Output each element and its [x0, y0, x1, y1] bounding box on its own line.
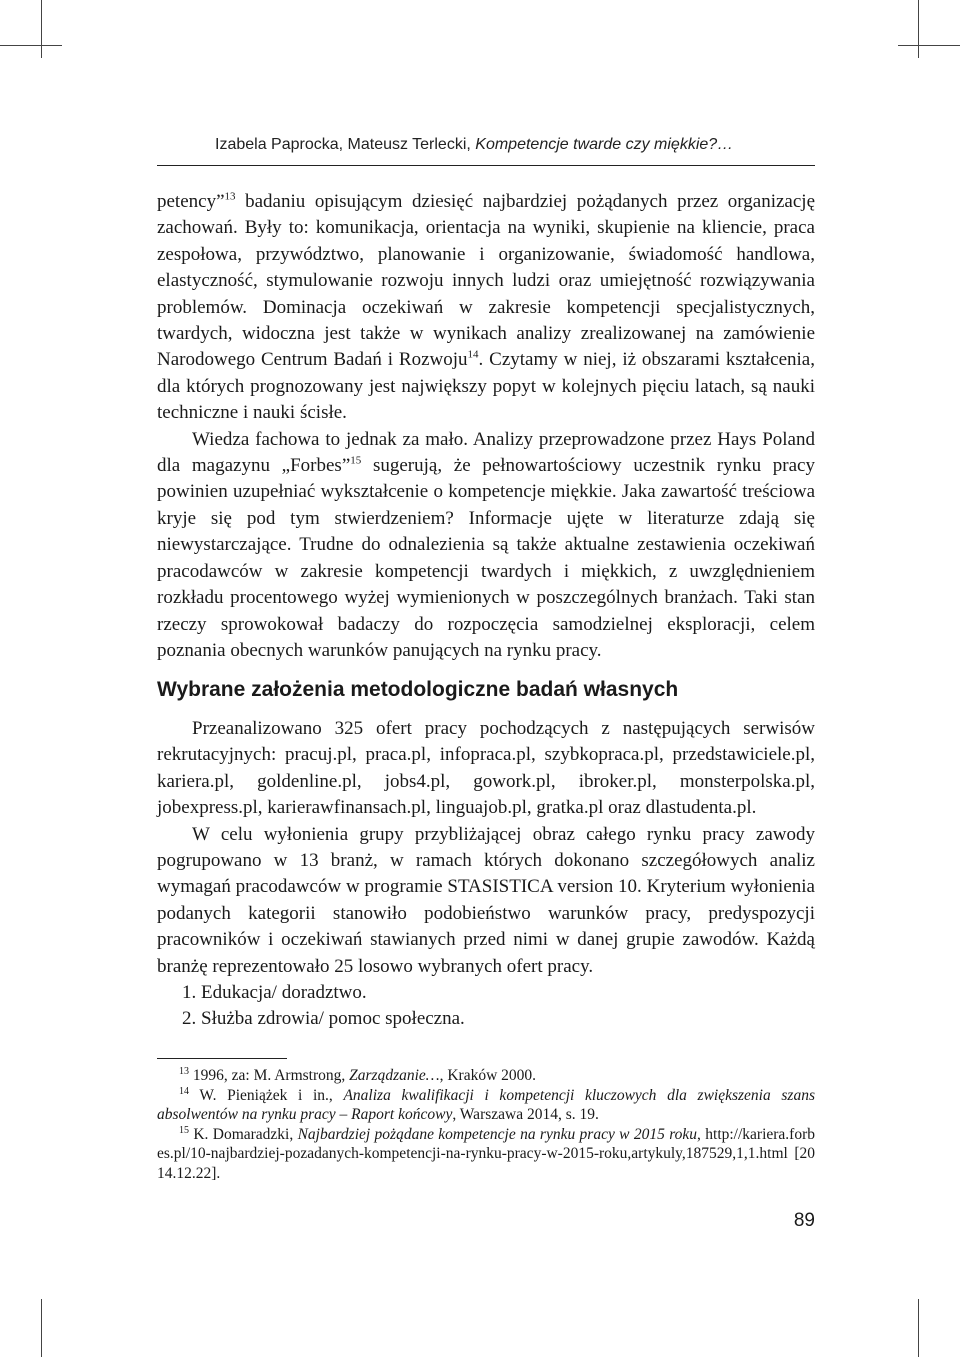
footnote-ref: 15: [350, 454, 362, 467]
section-body: [157, 716, 815, 1033]
body-text: [157, 189, 815, 664]
list-item: 1. Edukacja/ doradztwo.: [182, 982, 367, 1004]
list-item: 2. Służba zdrowia/ pomoc społeczna.: [182, 1008, 465, 1030]
text-run: , Kraków 2000.: [439, 1067, 537, 1084]
paragraph: [157, 189, 815, 427]
text-run: . Czytamy w niej, iż obszarami kształcenia, dla których prognozowany jest największy popyt w kolejnych pięciu latach, są nauki techniczne i nauki ścisłe.: [157, 349, 815, 424]
text-run: Zarządzanie…: [349, 1067, 440, 1084]
footnote-number: 15: [179, 1124, 189, 1136]
crop-mark: [918, 0, 919, 58]
text-run: Analiza kwalifikacji i kompetencji kluczowych dla zwiększenia szans absolwentów na rynku pracy – Raport końcowy: [157, 1086, 815, 1123]
running-head-authors: Izabela Paprocka, Mateusz Terlecki,: [215, 136, 476, 153]
footnote-ref: 13: [224, 190, 236, 203]
text-run: , Warszawa 2014, s. 19.: [452, 1106, 599, 1123]
crop-mark: [41, 0, 42, 58]
footnote-rule: [157, 1058, 287, 1059]
crop-mark: [918, 1299, 919, 1357]
running-head: [215, 136, 815, 154]
running-head-title: Kompetencje twarde czy miękkie?…: [475, 136, 734, 153]
header-rule: [157, 165, 815, 166]
text-run: Najbardziej pożądane kompetencje na rynku pracy w 2015 roku: [297, 1125, 698, 1143]
text-run: K. Domaradzki,: [189, 1125, 298, 1143]
paragraph: W celu wyłonienia grupy przybliżającej obraz całego rynku pracy zawody pogrupowano w 13 branż, w ramach których dokonano szczegółowych analiz wymagań pracodawców w programie STASISTICA version 10. Kryterium wyłonienia podanych kategorii stanowiło podobieństwo warunków pracy, predyspozycji pracowników i oczekiwań stawianych przed nimi w danej grupie zawodów. Każdą branżę reprezentowało 25 losowo wybranych ofert pracy.: [157, 823, 815, 977]
footnote-number: 14: [179, 1085, 189, 1097]
text-run: W. Pieniążek i in.,: [189, 1086, 344, 1104]
footnotes: [157, 1066, 815, 1183]
text-run: badaniu opisującym dziesięć najbardziej pożądanych przez organizację zachowań. Były to: komunikacja, orientacja na wyniki, skupienie na kliencie, praca zespołowa, przywództwo, planowanie i organizowanie, świadomość handlowa, elastyczność, stymulowanie rozwoju innych ludzi oraz umiejętność rozwiązywania problemów. Dominacja oczekiwań w zakresie kompetencji specjalistycznych, twardych, widoczna jest także w wynikach analizy zrealizowanej na zamówienie Narodowego Centrum Badań i Rozwoju: [157, 191, 815, 371]
footnote: [157, 1086, 815, 1125]
paragraph: [157, 427, 815, 665]
crop-mark: [0, 45, 62, 46]
text-run: Wiedza fachowa to jednak za mało. Analizy przeprowadzone przez Hays Poland dla magazynu „Forbes”: [157, 428, 815, 477]
footnote-ref: 14: [467, 349, 479, 362]
industry-list: [157, 980, 815, 1033]
crop-mark: [898, 45, 960, 46]
text-run: sugerują, że pełnowartościowy uczestnik rynku pracy powinien uzupełniać wykształcenie o kompetencje miękkie. Jaka zawartość treściowa kryje się pod tym stwierdzeniem? Informacje ujęte w literaturze zdają się niewystarczające. Trudne do odnalezienia są także aktualne zestawienia oczekiwań pracodawców w zakresie kompetencji twardych i miękkich, z uwzględnieniem rozkładu procentowego wyżej wymienionych w poszczególnych branżach. Taki stan rzeczy sprowokował badaczy do rozpoczęcia samodzielnej eksploracji, celem poznania obecnych warunków panujących na rynku pracy.: [157, 455, 815, 661]
section-heading: Wybrane założenia metodologiczne badań własnych: [157, 678, 679, 701]
text-run: petency”: [157, 191, 225, 212]
footnote: [157, 1066, 815, 1086]
text-run: 1996, za: M. Armstrong,: [189, 1067, 350, 1084]
page-number: 89: [793, 1210, 815, 1231]
text-run: , http://kariera.forbes.pl/10-najbardziej-pozadanych-kompetencji-na-rynku-pracy-w-2015-roku,artykuly,187529,1,1.html [2014.12.22].: [157, 1125, 816, 1182]
footnote-number: 13: [179, 1065, 189, 1077]
crop-mark: [41, 1299, 42, 1357]
footnote: [157, 1125, 815, 1184]
paragraph: Przeanalizowano 325 ofert pracy pochodzących z następujących serwisów rekrutacyjnych: pracuj.pl, praca.pl, infopraca.pl, szybkopraca.pl, przedstawiciele.pl, kariera.pl, goldenline.pl, jobs4.pl, gowork.pl, ibroker.pl, monsterpolska.pl, jobexpress.pl, karierawfinansach.pl, linguajob.pl, gratka.pl oraz dlastudenta.pl.: [157, 718, 815, 819]
